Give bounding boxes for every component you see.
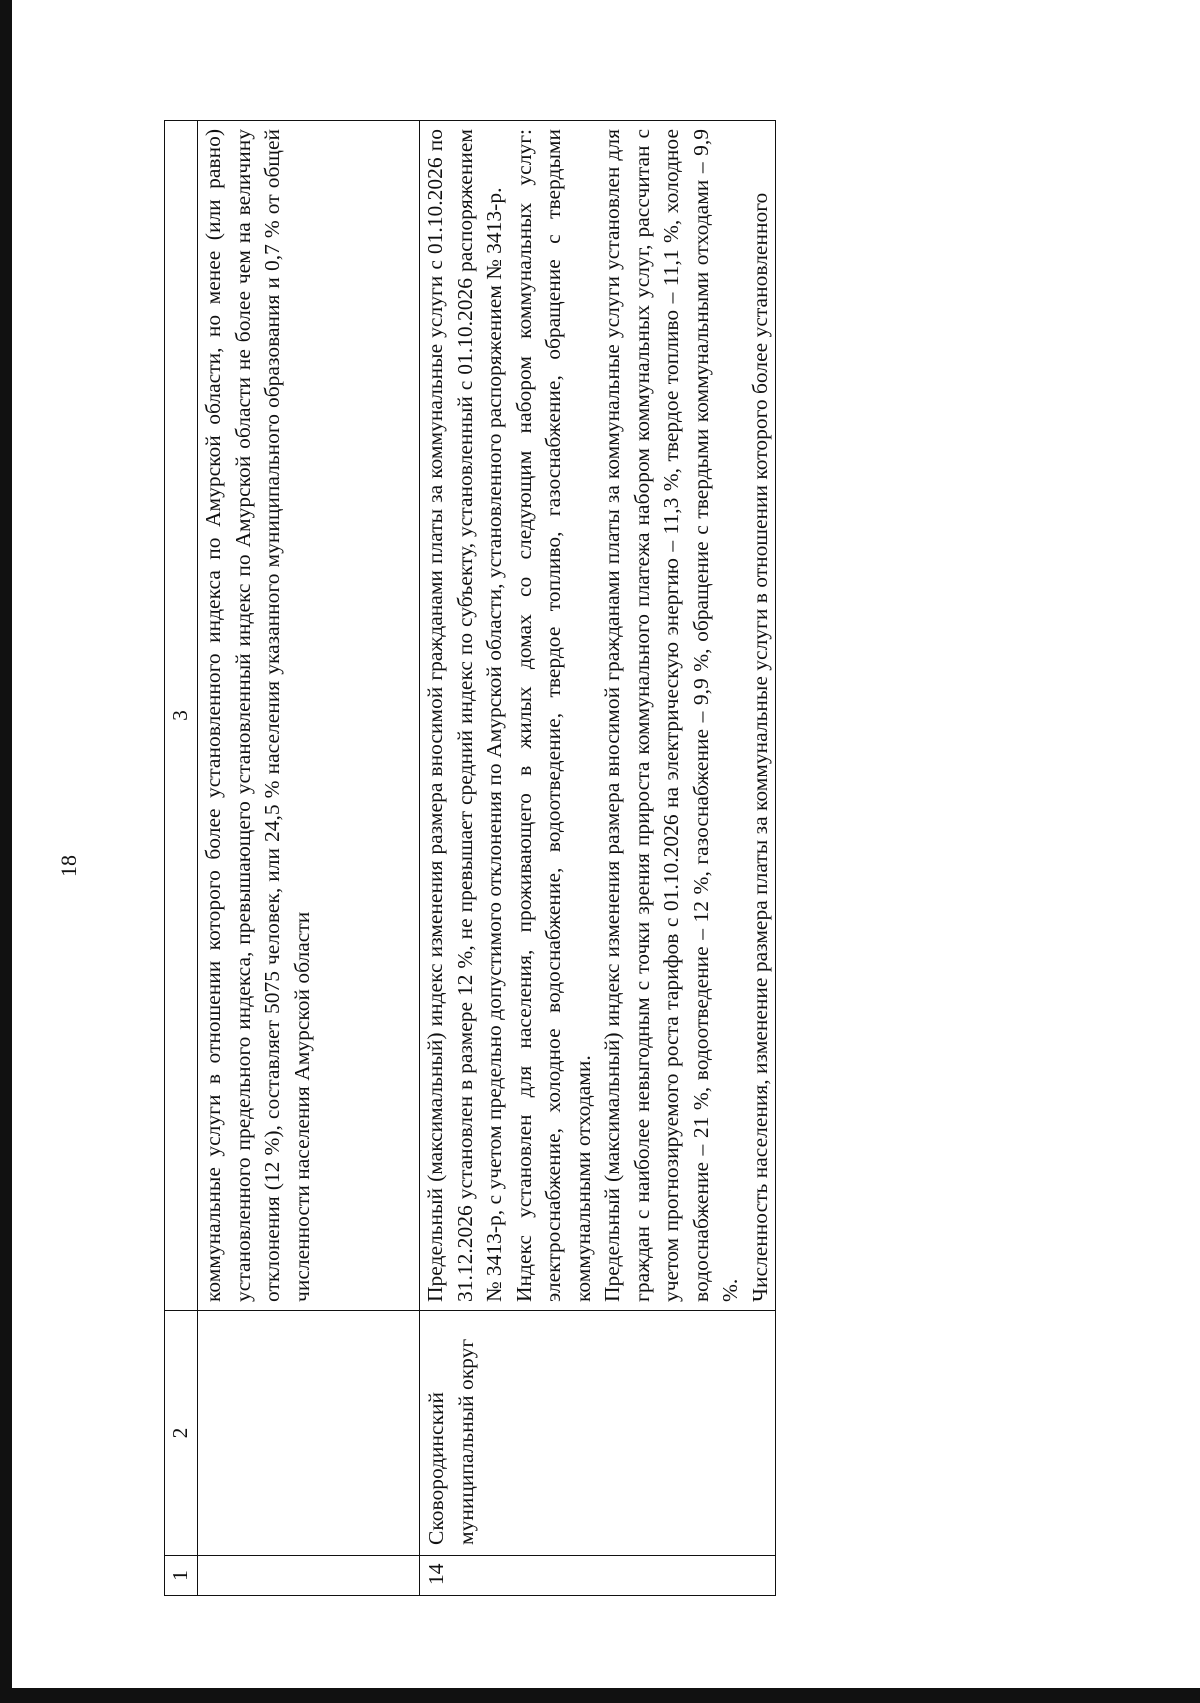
column-header-1: 1 bbox=[165, 1556, 198, 1596]
scan-edge-bottom bbox=[0, 1688, 1200, 1703]
scan-edge-left bbox=[0, 0, 12, 1703]
row-number-cell bbox=[198, 1556, 420, 1596]
description-paragraph: Численность населения, изменение размера платы за коммунальные услуги в отношении которого более установленного bbox=[747, 192, 772, 1302]
row-number-cell: 14 bbox=[420, 1556, 776, 1596]
column-header-2: 2 bbox=[165, 1311, 198, 1556]
column-header-3: 3 bbox=[165, 121, 198, 1311]
table-row bbox=[198, 121, 420, 1596]
table-header-row bbox=[165, 121, 198, 1596]
description-paragraph: коммунальные услуги в отношении которого более установленного индекса по Амурской области, но менее (или равно) установленного предельного индекса, превышающего установленный индекс по Амурской области не более чем на величину отклонения (12 %), составляет 5075 человек, или 24,5 % населения указанного муниципального образования и 0,7 % от общей численности населения Амурской области bbox=[201, 129, 314, 1302]
page-number: 18 bbox=[56, 855, 81, 877]
description-paragraph: Предельный (максимальный) индекс изменения размера вносимой гражданами платы за коммунальные услуги с 01.10.2026 по 31.12.2026 установлен в размере 12 %, не превышает средний индекс по субъекту, установленный с 01.10.2026 распоряжением № 3413-р, с учетом предельно допустимого отклонения по Амурской области, установленного распоряжением № 3413-р. bbox=[423, 129, 506, 1302]
municipality-name-cell bbox=[198, 1311, 420, 1556]
description-cell bbox=[420, 121, 776, 1311]
description-paragraph: Предельный (максимальный) индекс изменения размера вносимой гражданами платы за коммунальные услуги установлен для граждан с наиболее невыгодным с точки зрения прироста коммунального платежа набором коммунальных услуг, рассчитан с учетом прогнозируемого роста тарифов с 01.10.2026 на электрическую энергию – 11,3 %, твердое топливо – 11,1 %, холодное водоснабжение – 21 %, водоотведение – 12 %, газоснабжение – 9,9 %, обращение с твердыми коммунальными отходами – 9,9 %. bbox=[600, 129, 742, 1302]
description-paragraph: Индекс установлен для населения, проживающего в жилых домах со следующим набором коммунальных услуг: электроснабжение, холодное водоснабжение, водоотведение, твердое топливо, газоснабжение, обращение с твердыми коммунальными отходами. bbox=[511, 129, 595, 1302]
rotated-page bbox=[56, 121, 1089, 1596]
document-table bbox=[164, 120, 776, 1596]
description-cell bbox=[198, 121, 420, 1311]
table-row bbox=[420, 121, 776, 1596]
municipality-name-cell: Сковородинский муниципальный округ bbox=[420, 1311, 776, 1556]
